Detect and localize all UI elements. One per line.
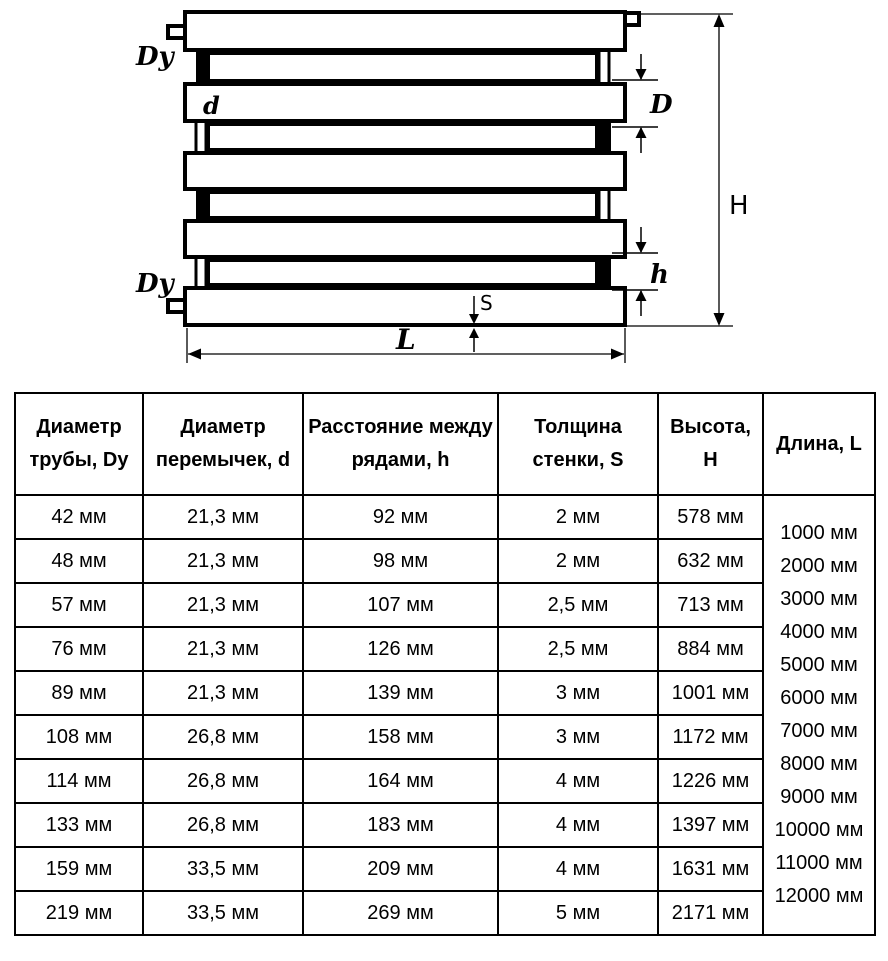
table-row bbox=[15, 671, 875, 715]
cell-h: 92 мм bbox=[303, 495, 498, 539]
table-row bbox=[15, 715, 875, 759]
cell-d: 21,3 мм bbox=[143, 583, 303, 627]
pipe-row-3 bbox=[185, 84, 625, 121]
length-option: 2000 мм bbox=[780, 555, 858, 577]
length-option: 11000 мм bbox=[775, 852, 863, 874]
cell-d: 21,3 мм bbox=[143, 539, 303, 583]
cell-s: 2 мм bbox=[498, 495, 658, 539]
cell-s: 2,5 мм bbox=[498, 627, 658, 671]
label-dy-top: Dy bbox=[136, 42, 174, 72]
arrowhead-up-icon bbox=[469, 328, 479, 338]
label-S: S bbox=[480, 291, 493, 315]
cell-d: 26,8 мм bbox=[143, 803, 303, 847]
cell-s: 4 мм bbox=[498, 759, 658, 803]
label-dy-bottom: Dy bbox=[136, 269, 174, 299]
arrowhead-left-icon bbox=[188, 349, 201, 360]
pipe-row-7 bbox=[185, 221, 625, 257]
jumper-left-open bbox=[196, 254, 206, 291]
pipe-row-4 bbox=[208, 124, 597, 150]
col-header-dy: Диаметр трубы, Dy bbox=[15, 393, 143, 495]
arrowhead-down-icon bbox=[714, 313, 725, 326]
dimension-H bbox=[627, 14, 733, 326]
length-option: 9000 мм bbox=[780, 786, 858, 808]
arrowhead-down-icon bbox=[636, 242, 647, 253]
cell-d: 21,3 мм bbox=[143, 495, 303, 539]
cell-height: 884 мм bbox=[658, 627, 763, 671]
arrowhead-up-icon bbox=[636, 127, 647, 138]
label-h: h bbox=[650, 260, 669, 290]
cell-s: 2 мм bbox=[498, 539, 658, 583]
dimensions-table bbox=[14, 392, 876, 936]
jumper-right-open bbox=[599, 46, 609, 87]
pipe-row-1 bbox=[185, 12, 625, 50]
cell-h: 98 мм bbox=[303, 539, 498, 583]
label-H: H bbox=[729, 191, 749, 221]
cell-dy: 89 мм bbox=[15, 671, 143, 715]
length-option: 12000 мм bbox=[774, 885, 864, 907]
cell-h: 126 мм bbox=[303, 627, 498, 671]
jumper-right-solid bbox=[598, 254, 611, 291]
table-row bbox=[15, 759, 875, 803]
label-L: L bbox=[396, 323, 416, 356]
cell-dy: 42 мм bbox=[15, 495, 143, 539]
pipe-row-8 bbox=[208, 260, 597, 285]
cell-dy: 108 мм bbox=[15, 715, 143, 759]
cell-height: 1001 мм bbox=[658, 671, 763, 715]
cell-dy: 219 мм bbox=[15, 891, 143, 935]
table-row bbox=[15, 583, 875, 627]
length-option: 4000 мм bbox=[780, 621, 858, 643]
cell-height: 578 мм bbox=[658, 495, 763, 539]
pipe-row-9 bbox=[185, 288, 625, 325]
table-row bbox=[15, 847, 875, 891]
cell-dy: 114 мм bbox=[15, 759, 143, 803]
arrowhead-right-icon bbox=[611, 349, 624, 360]
length-option: 6000 мм bbox=[780, 687, 858, 709]
cell-h: 209 мм bbox=[303, 847, 498, 891]
pipe-rows bbox=[185, 12, 625, 325]
cell-s: 2,5 мм bbox=[498, 583, 658, 627]
arrowhead-up-icon bbox=[636, 290, 647, 301]
cell-h: 269 мм bbox=[303, 891, 498, 935]
cell-d: 33,5 мм bbox=[143, 847, 303, 891]
col-header-d: Диаметр перемычек, d bbox=[143, 393, 303, 495]
table-row bbox=[15, 539, 875, 583]
cell-s: 5 мм bbox=[498, 891, 658, 935]
cell-s: 4 мм bbox=[498, 847, 658, 891]
arrowhead-up-icon bbox=[714, 14, 725, 27]
cell-d: 21,3 мм bbox=[143, 627, 303, 671]
cell-height: 1226 мм bbox=[658, 759, 763, 803]
cell-s: 4 мм bbox=[498, 803, 658, 847]
cell-d: 26,8 мм bbox=[143, 715, 303, 759]
register-diagram bbox=[0, 0, 888, 380]
cell-h: 139 мм bbox=[303, 671, 498, 715]
length-option: 5000 мм bbox=[780, 654, 858, 676]
cell-h: 183 мм bbox=[303, 803, 498, 847]
col-header-h: Расстояние между рядами, h bbox=[303, 393, 498, 495]
length-option: 3000 мм bbox=[780, 588, 858, 610]
table-row bbox=[15, 495, 875, 539]
cell-s: 3 мм bbox=[498, 715, 658, 759]
cell-dy: 133 мм bbox=[15, 803, 143, 847]
cell-height: 632 мм bbox=[658, 539, 763, 583]
cell-dy: 48 мм bbox=[15, 539, 143, 583]
cell-height: 1631 мм bbox=[658, 847, 763, 891]
cell-length-merged bbox=[763, 495, 875, 935]
pipe-row-5 bbox=[185, 153, 625, 189]
length-option: 1000 мм bbox=[780, 522, 858, 544]
col-header-s: Толщина стенки, S bbox=[498, 393, 658, 495]
cell-dy: 76 мм bbox=[15, 627, 143, 671]
cell-height: 713 мм bbox=[658, 583, 763, 627]
cell-h: 164 мм bbox=[303, 759, 498, 803]
table-row bbox=[15, 803, 875, 847]
pipe-row-2 bbox=[208, 53, 597, 81]
cell-h: 107 мм bbox=[303, 583, 498, 627]
pipe-row-6 bbox=[208, 192, 597, 218]
label-d: d bbox=[203, 91, 220, 120]
length-option: 7000 мм bbox=[780, 720, 858, 742]
cell-dy: 57 мм bbox=[15, 583, 143, 627]
arrowhead-down-icon bbox=[636, 69, 647, 80]
cell-height: 2171 мм bbox=[658, 891, 763, 935]
cell-d: 33,5 мм bbox=[143, 891, 303, 935]
cell-dy: 159 мм bbox=[15, 847, 143, 891]
label-D: D bbox=[650, 90, 673, 120]
table-row bbox=[15, 627, 875, 671]
col-header-height: Высота, H bbox=[658, 393, 763, 495]
cell-height: 1397 мм bbox=[658, 803, 763, 847]
cell-h: 158 мм bbox=[303, 715, 498, 759]
cell-height: 1172 мм bbox=[658, 715, 763, 759]
table-header-row bbox=[15, 393, 875, 495]
cell-d: 21,3 мм bbox=[143, 671, 303, 715]
col-header-length: Длина, L bbox=[763, 393, 875, 495]
table-row bbox=[15, 891, 875, 935]
cell-s: 3 мм bbox=[498, 671, 658, 715]
length-option: 8000 мм bbox=[780, 753, 858, 775]
cell-d: 26,8 мм bbox=[143, 759, 303, 803]
length-option: 10000 мм bbox=[774, 819, 864, 841]
